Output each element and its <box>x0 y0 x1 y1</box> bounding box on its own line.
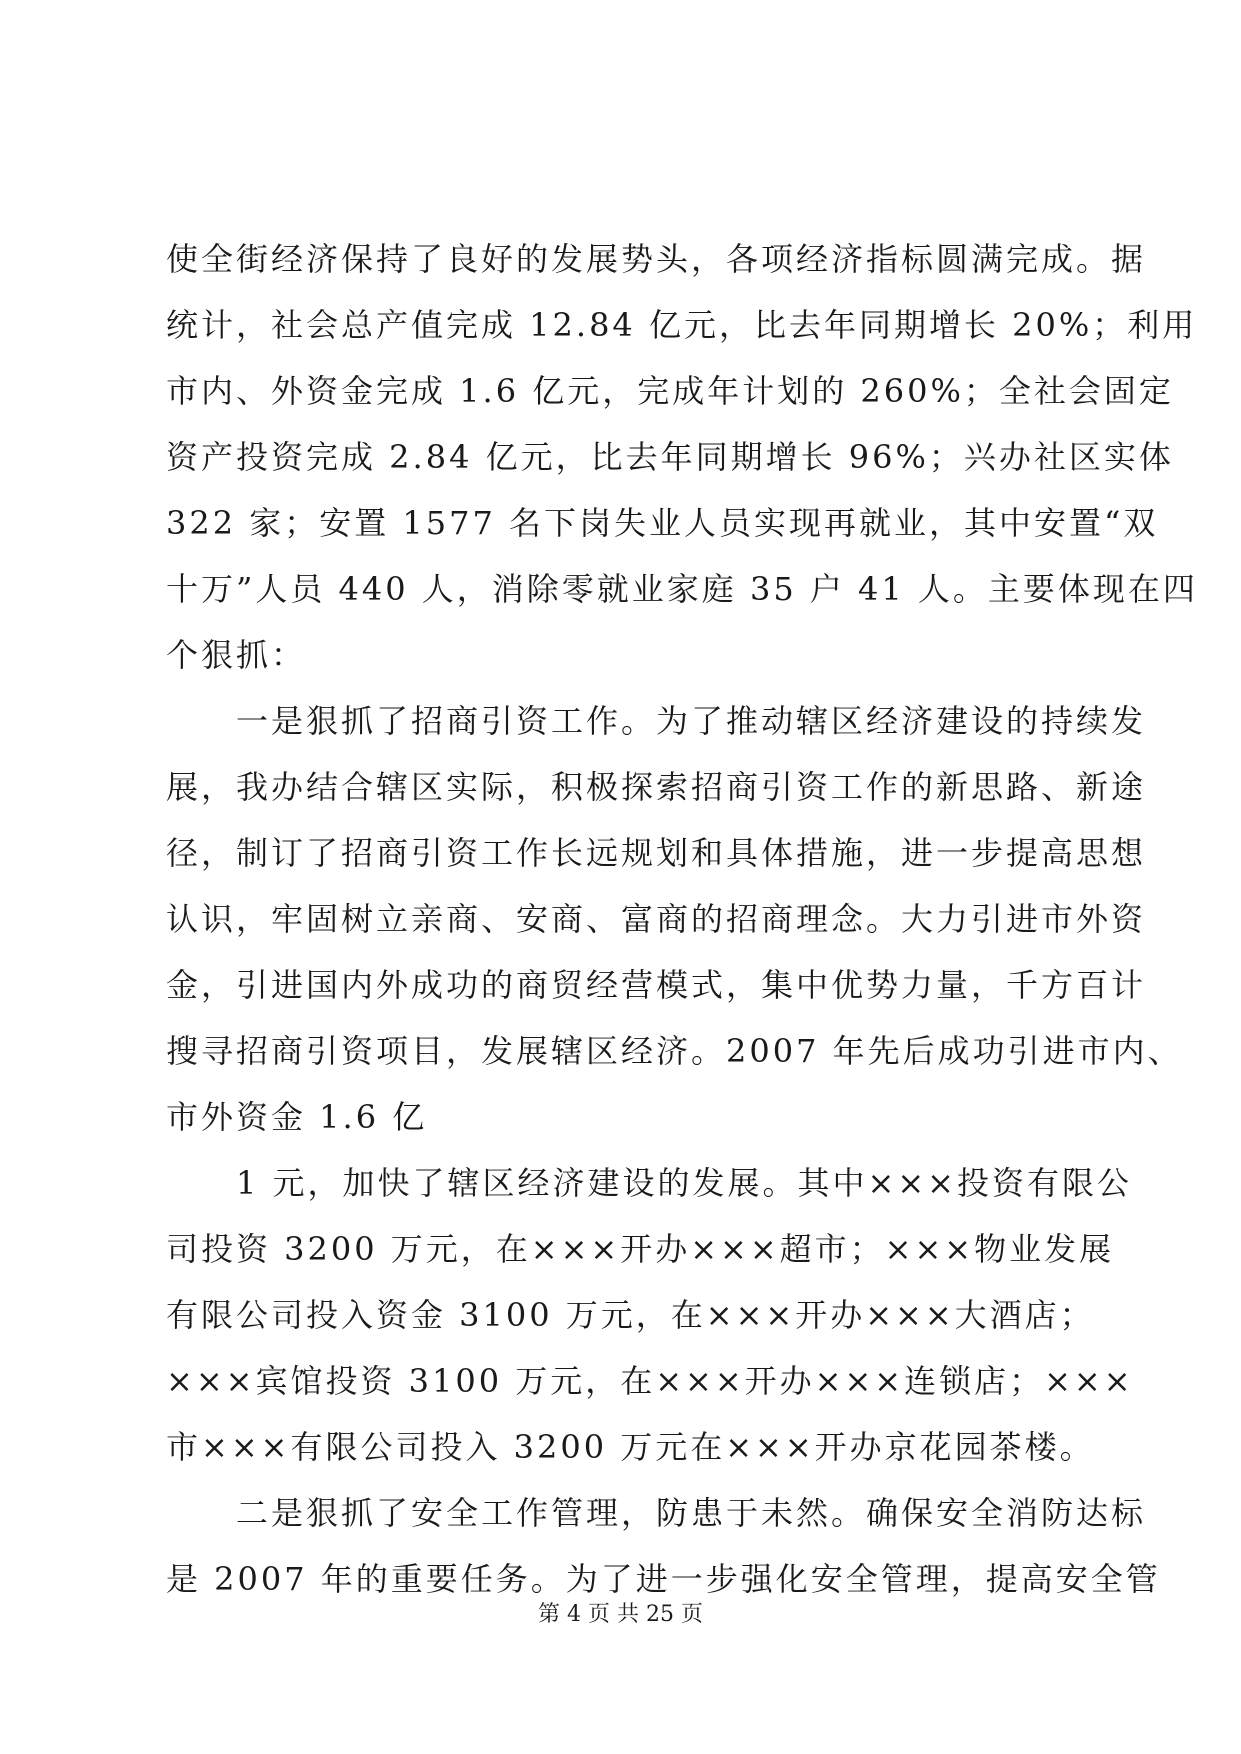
text-line: 市×××有限公司投入 3200 万元在×××开办京花园茶楼。 <box>166 1428 1095 1466</box>
text-line: 有限公司投入资金 3100 万元，在×××开办×××大酒店； <box>166 1296 1095 1334</box>
text-line: 使全街经济保持了良好的发展势头，各项经济指标圆满完成。据 <box>166 240 1147 278</box>
text-line: 一是狠抓了招商引资工作。为了推动辖区经济建设的持续发 <box>166 702 1147 740</box>
text-line: 搜寻招商引资项目，发展辖区经济。2007 年先后成功引进市内、 <box>166 1032 1183 1070</box>
text-line: 二是狠抓了安全工作管理，防患于未然。确保安全消防达标 <box>166 1494 1147 1532</box>
text-line: 十万”人员 440 人，消除零就业家庭 35 户 41 人。主要体现在四 <box>166 570 1198 608</box>
text-line: 司投资 3200 万元，在×××开办×××超市；×××物业发展 <box>166 1230 1115 1268</box>
text-line: 资产投资完成 2.84 亿元，比去年同期增长 96%；兴办社区实体 <box>166 438 1174 476</box>
page-number-footer: 第 4 页 共 25 页 <box>538 1602 703 1627</box>
text-line: ×××宾馆投资 3100 万元，在×××开办×××连锁店；××× <box>166 1362 1134 1400</box>
document-body <box>166 226 1198 1612</box>
text-line: 径，制订了招商引资工作长远规划和具体措施，进一步提高思想 <box>166 834 1147 872</box>
text-line: 322 家；安置 1577 名下岗失业人员实现再就业，其中安置“双 <box>166 504 1159 542</box>
text-line: 认识，牢固树立亲商、安商、富商的招商理念。大力引进市外资 <box>166 900 1147 938</box>
text-line: 市内、外资金完成 1.6 亿元，完成年计划的 260%；全社会固定 <box>166 372 1174 410</box>
text-line: 市外资金 1.6 亿 <box>166 1098 428 1136</box>
text-line: 统计，社会总产值完成 12.84 亿元，比去年同期增长 20%；利用 <box>166 306 1198 344</box>
text-line: 1 元，加快了辖区经济建设的发展。其中×××投资有限公 <box>166 1164 1132 1202</box>
text-line: 展，我办结合辖区实际，积极探索招商引资工作的新思路、新途 <box>166 768 1147 806</box>
text-line: 金，引进国内外成功的商贸经营模式，集中优势力量，千方百计 <box>166 966 1147 1004</box>
text-line: 个狠抓： <box>166 636 307 674</box>
text-line: 是 2007 年的重要任务。为了进一步强化安全管理，提高安全管 <box>166 1560 1161 1598</box>
